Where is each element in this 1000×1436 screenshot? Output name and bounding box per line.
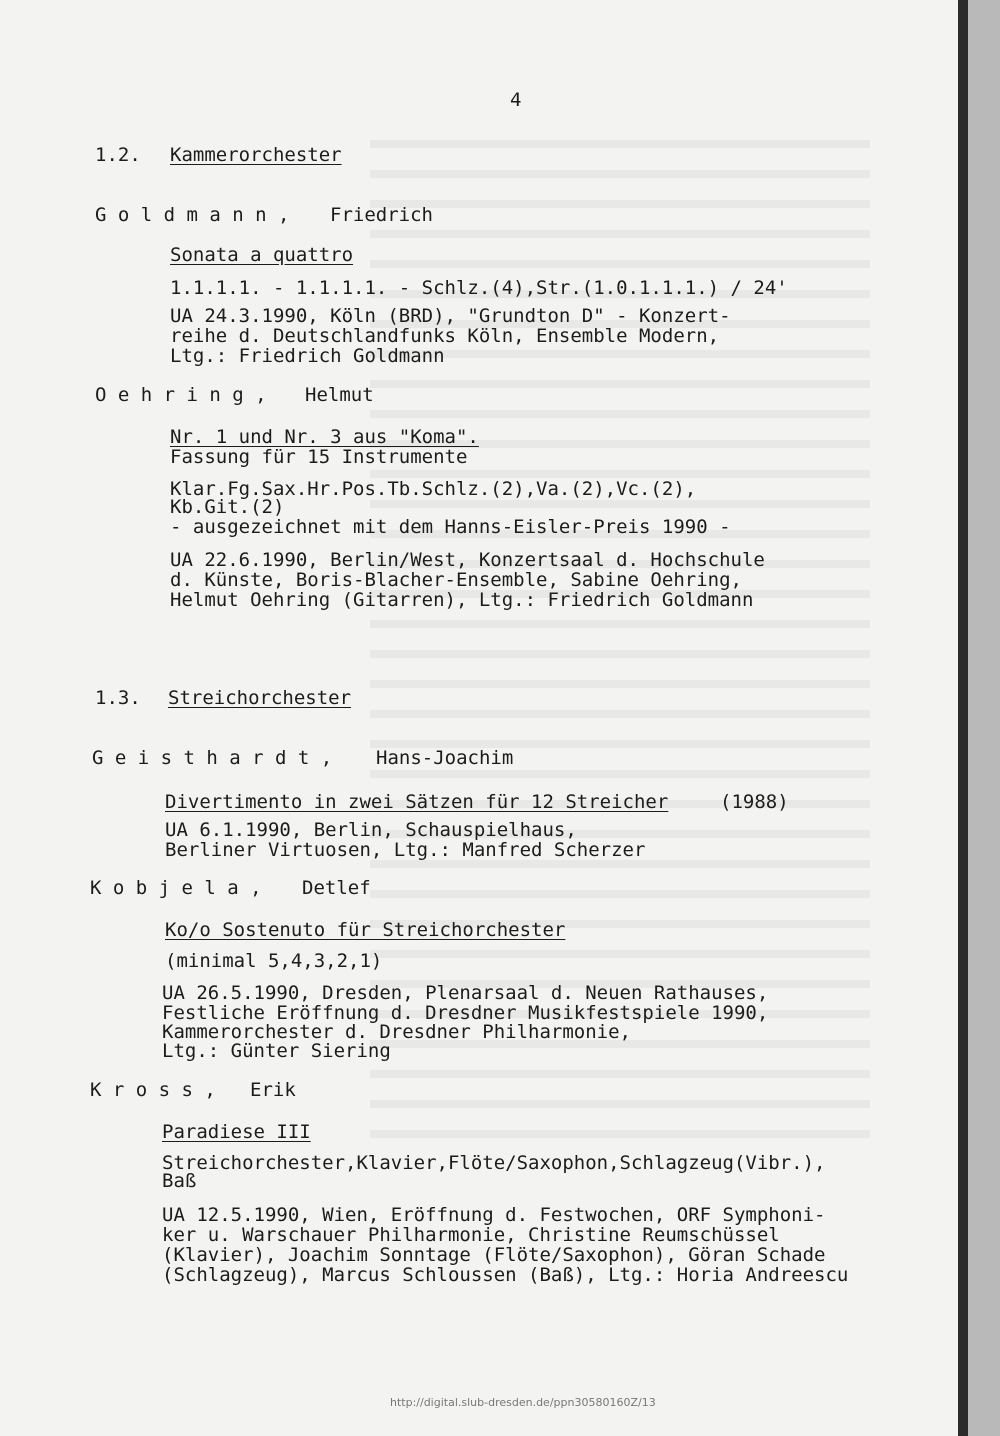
premiere-line: Festliche Eröffnung d. Dresdner Musikfestspiele 1990, (162, 1002, 769, 1024)
work-title: Nr. 1 und Nr. 3 aus "Koma". (170, 426, 479, 448)
composer-surname: K r o s s , (90, 1079, 216, 1101)
premiere-line: UA 6.1.1990, Berlin, Schauspielhaus, (165, 819, 577, 841)
scoring: Klar.Fg.Sax.Hr.Pos.Tb.Schlz.(2),Va.(2),Vc.(2), (170, 478, 697, 500)
composer-firstname: Erik (250, 1079, 296, 1101)
scoring: 1.1.1.1. - 1.1.1.1. - Schlz.(4),Str.(1.0.1.1.1.) / 24' (170, 277, 788, 299)
premiere-line: d. Künste, Boris-Blacher-Ensemble, Sabine Oehring, (170, 569, 742, 591)
composer-firstname: Detlef (302, 877, 371, 899)
premiere-line: Kammerorchester d. Dresdner Philharmonie, (162, 1021, 631, 1043)
scoring: Baß (162, 1170, 197, 1192)
footer-url: http://digital.slub-dresden.de/ppn30580160Z/13 (390, 1396, 656, 1409)
scan-edge (968, 0, 1000, 1436)
section-title: Streichorchester (168, 687, 352, 709)
composer-firstname: Friedrich (330, 204, 433, 226)
scan-edge-shadow (958, 0, 968, 1436)
premiere-line: UA 26.5.1990, Dresden, Plenarsaal d. Neuen Rathauses, (162, 982, 769, 1004)
composer-firstname: Hans-Joachim (376, 747, 514, 769)
section-number: 1.2. (95, 144, 141, 166)
composer-surname: G e i s t h a r d t , (92, 747, 333, 769)
composer-surname: G o l d m a n n , (95, 204, 290, 226)
work-year: (1988) (720, 791, 789, 813)
premiere-line: (Schlagzeug), Marcus Schloussen (Baß), Ltg.: Horia Andreescu (162, 1264, 849, 1286)
work-title: Paradiese III (162, 1121, 311, 1143)
scoring: Kb.Git.(2) (170, 496, 285, 518)
premiere-line: UA 12.5.1990, Wien, Eröffnung d. Festwochen, ORF Symphoni- (162, 1204, 826, 1226)
composer-firstname: Helmut (305, 384, 374, 406)
composer-surname: O e h r i n g , (95, 384, 267, 406)
premiere-line: Ltg.: Günter Siering (162, 1040, 391, 1062)
premiere-line: ker u. Warschauer Philharmonie, Christine Reumschüssel (162, 1224, 780, 1246)
work-version: Fassung für 15 Instrumente (170, 446, 468, 468)
award-note: - ausgezeichnet mit dem Hanns-Eisler-Preis 1990 - (170, 516, 731, 538)
premiere-line: UA 22.6.1990, Berlin/West, Konzertsaal d. Hochschule (170, 549, 765, 571)
scoring: Streichorchester,Klavier,Flöte/Saxophon,Schlagzeug(Vibr.), (162, 1152, 826, 1174)
premiere-line: reihe d. Deutschlandfunks Köln, Ensemble Modern, (170, 325, 720, 347)
work-title: Ko/o Sostenuto für Streichorchester (165, 919, 566, 941)
premiere-line: Helmut Oehring (Gitarren), Ltg.: Friedrich Goldmann (170, 589, 754, 611)
premiere-line: Berliner Virtuosen, Ltg.: Manfred Scherzer (165, 839, 646, 861)
section-title: Kammerorchester (170, 144, 342, 166)
work-title: Sonata a quattro (170, 244, 354, 266)
scoring: (minimal 5,4,3,2,1) (165, 950, 383, 972)
page-number: 4 (510, 89, 522, 111)
premiere-line: UA 24.3.1990, Köln (BRD), "Grundton D" - Konzert- (170, 305, 731, 327)
premiere-line: Ltg.: Friedrich Goldmann (170, 345, 445, 367)
premiere-line: (Klavier), Joachim Sonntage (Flöte/Saxophon), Göran Schade (162, 1244, 826, 1266)
section-number: 1.3. (95, 687, 141, 709)
composer-surname: K o b j e l a , (90, 877, 262, 899)
work-title: Divertimento in zwei Sätzen für 12 Streicher (165, 791, 669, 813)
